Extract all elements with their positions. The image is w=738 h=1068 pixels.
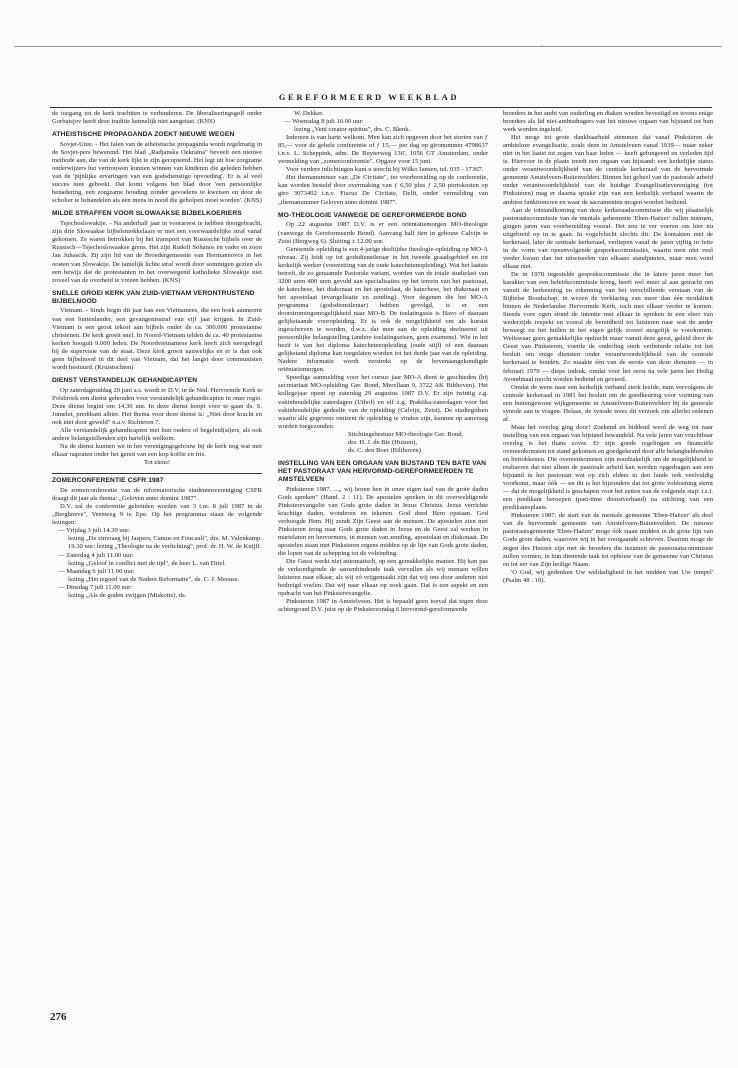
bijstand-cont-p5: Omdat de wens naar een kerkelijk verband sterk leefde, nam vervolgens de centrale kerkeraad in 1981 het besluit om de goedkeuring voor vorming van een buitengewone wijkgemeente in Amstelveen-Buitenveldert bij de generale synode aan te vragen. Helaas, de synode wees dit verzoek om allerlei redenen af. [503, 383, 713, 423]
bijstand-cont-p7: Pinksteren 1987: de start van de mentale gemeente 'Eben-Haëzer' als deel van de hervormde gemeente van Amstelveen-Buitenveldert. De nieuwe pastoraatsgemeente 'Eben-Haëzer' moge óók staan midden in de grote lijn van Gods grote daden, waarover wij in het voorgaande schreven. Daarom moge de zegen des Heeren zijn met de broeders die tezamen de pastoraatscommissie zullen vormen, in hun dienende taak tot opbouw van de gemeente van Christus en tot eer van Zijn heilige Naam. [503, 512, 713, 568]
bijstand-cont-p1: broeders in het ambt van ouderling en diaken worden bevestigd en tevens enige broeders als lid niet-ambtsdragers van het nieuwe orgaan van bijstand tot hun werk worden ingeleid. [503, 110, 713, 134]
lecture-item: — Vrijdag 3 juli 14.30 uur: [58, 527, 131, 535]
lecture-item: — Woensdag 8 juli 10.00 uur: [284, 118, 364, 126]
column-2 [278, 110, 488, 614]
lecture-item: lezing „De zinvraag bij Jaspers, Camus en Foucault", drs. M. Valenkamp. [68, 535, 262, 543]
article-bijstand-title: INSTELLING VAN EEN ORGAAN VAN BIJSTAND TEN BATE VAN HET PASTORAAT VAN HERVORMD-GEREFORMEERDEN TE AMSTELVEEN [278, 459, 487, 483]
article-gehandicapten-title: DIENST VERSTANDELIJK GEHANDICAPTEN [52, 376, 198, 384]
article-vietnam-title: SNELLE GROEI KERK VAN ZUID-VIETNAM VERONTRUSTEND BIJBELNOOD [52, 289, 255, 305]
lecture-item: — Dinsdag 7 juli 11.00 uur: [58, 583, 133, 591]
bijstand-cont-p3: Aan de totstandkoming van deze kerkeraadscommissie die wij plaatselijk pastoraatscommissie van de mentale gehemente 'Eben-Haëzer' zullen noemen, gingen jaren van voorbereiding vooraf. Het zou te ver voeren om hier nu uitgebreid op in te gaan. In vogelvlucht slechts dit: De kontakten met de kerkeraad, later de centrale kerkeraad, verliepen vanaf de jaren vijftig in feite in de vorm van opeenvolgende gesprekscommissies, waarin men niet veel verder kwam dan het uitwisselen van elkaars standpunten, maar men vond elkaar niet. [503, 206, 713, 270]
article-vietnam-body: Vietnam. - Sinds begin dit jaar kan een Vietnamees, die een boek aanneemt van een buitenlander, een gevangenisstraf van vijf jaar krijgen. In Zuid-Vietnam is een groot tekort aan bijbels onder de ca. 300.000 protestantse christenen. De kerk groeit snel. In Noord-Vietnam telden de ca. 40 protestantse kerken hooguit 9.000 leden. De Noordvietnamese kerk heeft zich neergelegd bij de supervisie van de staat. Deze kerk groeit nauwelijks en er is dan ook geen bijbelnood in dit deel van Vietnam, dat het langst door communisten wordt bestuurd. (Kruistochten) [52, 307, 262, 371]
bijstand-cont-p2: Het moge tot grote dankbaarheid stemmen dat vanaf Pinksteren de ambteloze evangelisatie, zoals deze in Amstelveen vanaf 1939— maar zeker niet in het laatst tot zegen van haar leden — heeft gefungeerd en verleden tijd is. Hiervoor in de plaats treedt een orgaan van bijstand: een kerkelijke status onder verantwoordelijkheid van de centrale kerkeraad van de hervormde gemeente Amstelveen-Buitenveldert. Binnen het geheel van de pastorale arbeid onder verantwoordelijkheid van de huidige Evangelisatievereniging (tot Pinksteren) mag er daarna sprake zijn van een kerkelijk verband waarin de ambten funktioneren en waar de sacramenten mogen worden bediend. [503, 134, 713, 206]
scan-mark: • [541, 43, 543, 48]
lecture-item: lezing „Het tegoed van de Nadere Reformatie", ds. C. J. Meeuse. [68, 575, 240, 583]
lecture-item: lezing „Geloof in conflict met de tijd", de heer L. van Driel. [68, 559, 226, 567]
page-number: 276 [50, 1011, 67, 1023]
lecture-item: 19.30 uur: lezing „Theologie na de verlichting", prof. dr. H. W. de Knijff. [68, 543, 262, 551]
article-zomerconferentie-title: ZOMERCONFERENTIE CSFR 1987 [52, 473, 262, 485]
column-3 [503, 110, 713, 585]
lecture-item: lezing „Veni creator spiritus", drs. C. Blenk. [294, 126, 411, 134]
article-gehandicapten-close: Tot ziens! [143, 459, 171, 467]
intro-text: de toegang tot de kerk trachtten te verhinderen. De liberaliseringsgolf onder Gorbatsjov heeft deze traditie kennelijk niet aangetast. (KNS) [52, 110, 262, 126]
header-rule [50, 107, 712, 108]
article-gehandicapten-p3: Na de dienst kunnen we in het verenigingsgebouw bij de kerk nog wat met elkaar napraten onder het genot van een kop koffie en fris. [52, 443, 262, 459]
article-slowaakse-title: MILDE STRAFFEN VOOR SLOWAAKSE BIJBELKOERIERS [52, 210, 242, 218]
bijstand-cont-p6: Maar het overleg ging door! Zoekend en biddend werd de weg tot naar instelling van een orgaan van bijstand bewandeld. Na vele jaren van vruchtbaar overleg is het thans zover. Er zijn goede regelingen en financiële overeenkomsten tot stand gekomen en goedgekeurd door alle belanghebbenden en betrokkenen. Die overeenkomsten zijn noodzakelijk om de mogelijkheid te realiseren dat niet alleen de pastorale arbeid kan worden opgedragen aan een bijstand in het pastoraat wat op zich elders in den lande ook veelvuldig voorkomt, maar óók — en dit is het bijzondere dat tot grote voldoening stemt — dat de mogelijkheid is geschapen voor het zetten van de volgende stap: t.z.t. een predikant beroepen (part-time dienstverband) na stichting van een predikantsplaats. [503, 423, 713, 512]
top-rule [14, 46, 722, 47]
bijstand-cont-psalm: 'O God, wij gedenken Uw weldadigheid in het midden van Uw tempel' (Psalm 48 : 10). [503, 568, 713, 584]
article-slowaakse-body: Tsjechoslowakije. - Na anderhalf jaar in voorarrest te hebben doorgebracht, zijn drie Slowaakse bijbelsmokkelaars er met een voorwaardelijke straf vanaf gekomen. Ze waren betrokken bij het transport van Russische bijbels over de Russisch—Tsjechoslowaakse grens. Het zijn Rudolf Sohanos en vader en zoon Jan Juhascik. Zij zijn lid van de Broedergemeente van Hermannovce in het oosten van Slowakije. De tamelijk lichte straf wordt door sommigen gezien als een bewijs dat de protestanten in het overwegend katholieke Slowakije niet zoveel van de overheid te vrezen hebben. (KNS) [52, 220, 262, 284]
article-bijstand-p3: Pinksteren 1987 in Amstelveen. Het is bepaald geen toeval dat tegen deze achtergrond D.V. juist op de Pinksterzondag 6 hervormd-gereformeerde [278, 598, 488, 614]
article-zomerconferentie-p1: De zomerconferentie van de reformatorische studentenvereniging CSFR draagt dit jaar als thema: „Geloven anno domini 1987". [52, 487, 262, 503]
column-1 [52, 110, 262, 600]
zomerconferentie-info: Voor verdere inlichtingen kunt u terecht bij Wilko Jansen, tel. 035 - 17367. [286, 166, 484, 174]
article-bijstand-p1: Pinksteren 1987. ...„ wij horen hen in onze eigen taal van de grote daden Gods spreken" (Hand. 2 : 11). De apostelen spreken in dit overweldigende Pinksterevangelie van Gods grote daden in Jezus Christus. Jezus verrichte krachtige daden, wonderen en tekenen. God deed Hem opstaan. God verhoogde Hem. Hij zendt Zijn Geest aan de mensen. De apostelen zien met Pinksteren terug naar Gods grote daden in Jezus en de Geest zal werken in martelaren en hervormers, in mensen van zending, apostolaat en diakonaat. De apostelen staan met Pinksteren ergens midden op de lijn van Gods grote daden, die lopen van de schepping tot de voleinding. [278, 485, 488, 557]
zomerconferentie-registration: Iedereen is van harte welkom. Men kan zich opgeven door het storten van ƒ 85,— voor de gehele conferentie of ƒ 15,— per dag op gironummer 4798637 t.n.v. L. Scheppink, adm. De Ruyterweg 136', 1056 GT Amsterdam, onder vermelding van „zomerconferentie". Opgave voor 15 juni. [278, 134, 488, 166]
lecture-item: lezing „Als de goden zwijgen (Miskotte), ds. [68, 591, 187, 599]
lecture-item: W. Dekker. [294, 110, 324, 117]
page-header: GEREFORMEERD WEEKBLAD [278, 92, 460, 102]
article-gehandicapten-p1: Op zaterdagmiddag 20 juni a.s. wordt er D.V. in de Ned. Hervormde Kerk te Polsbroek een dienst gehouden voor verstandelijk gehandicapten in onze regio. Deze dienst begint om 14.30 uur. In deze dienst hoopt voor te gaan ds. S. Jumelet, predikant alhier. Het thema voor deze dienst is: „Niet door kracht en ook niet door geweld" n.a.v. Richteren 7. [52, 386, 262, 426]
article-mo-theologie-p2: Genoemde opleiding is een 4-jarige deeltijdse theologie-opleiding op MO-A niveau. Zij leidt op tot godsdienstleraar in het tweede graadsgebied en tot kerkelijk werker (voorzetting van de oude katechetenopleiding). Wat het laatste betreft, de zo genaamde Pastorale variant, worden van de totale studielast van 3200 uren 400 uren gevuld aan specialisaties op het terrein van het pastoraat, de katechese, het diakonaat en het apostolaat, de katechese, het diakonaat en het apostolaat (evangelisatie en zending). Voor degenen die het MO-A programma (godsdienstleraar) hebben gevolgd, is er een doorstromingsmogelijkheid naar MO-B. De toelatingseis is Havo of daaraan gelijkstaande vooropleiding. Er is ook de mogelijkheid om als kursist ingeschreven te worden, d.w.z. dat men aan de opleiding deelneemt uit persoonlijke belangstelling (andere toelatingseisen, geen examens). Wie in het bezit is van het diploma katechetenopleiding (oude stijl) of een daaraan gelijkstand diploma kan toegelaten worden tot het derde jaar van de opleiding. Nadere informatie wordt verstrekt op de bovenaangekondigde oriëntatiemorgen. [278, 245, 488, 374]
article-mo-theologie-p3: Spoedige aanmelding voor het cursus jaar MO-A dient te geschieden (bij secretariaat MO-opleiding Ger. Bond, Merellaan 9, 3722 AK Bilthoven). Het kollegejaar opent op zaterdag 29 augustus 1987 D.V. Er zijn twintig z.g. vakinhoudelijke zaterdagen (Uthof) en elf z.g. Praktika-zaterdagen voor het vakinhoudelijke gedeelte van de opleiding (Calvijn, Zeist). De studiegidsen waarin alle gegevens omtrent de opleiding te vinden zijn, kunnen op aanvraag worden toegezonden. [278, 374, 488, 430]
zomerconferentie-themanummer: Het themanummer van „De Civitate", ter voorbereiding op de conferentie, kan worden besteld door overmaking van ƒ 6,50 plus ƒ 2,50 portokosten op giro 3073492 t.n.v. Fiscus De Civitate, Delft, onder vermelding van „themanummer Geloven anno domini 1987". [278, 174, 488, 206]
bijstand-cont-p4: De in 1978 ingestelde gesprekscommissie die in latere jaren meer het karakter van een beleidscommissie kreeg, heeft wel meer al aan getracht om vanuit de herkenning en erkenning van het verschillende verstaan van de Bijbelse Boodschap, in wezen de verklaring van meer dan één modaliteit binnen de Nederlandse Hervormde Kerk, toch met elkaar verder te komen. Steeds voor ogen stond de intentie met elkaar te spreken in een sfeer van wederzijds respekt en vooral de bereidheid tot luisteren naar wat de ander beweegt en het hullen in het eigen gelijk zoveel mogelijk te voorkomen. Weliswaar geen gemakkelijke opdracht maar vanuit deze geest, geleid door de Geest van Pinksteren, voerde de onderling sterk verbeterde relatie tot het besluit om enige diensten onder verantwoordelijkheid van de centrale kerkeraad te houden. Zo maakte één van de eerste van deze diensten — in februari 1979 — diepe indruk, omdat voor het eerst na vele jaren het Heilig Avondmaal mocht worden bediend en gevierd. [503, 270, 713, 383]
article-atheistische-body: Sovjet-Unie. - Het falen van de atheïstische propaganda wordt regelmatig in de Sovjet-pers bewerend. Het blad „Radjanska Oekraïna" beveelt een nieuwe methode aan, die van de kerk lijkt te zijn gecopieërd. Het legt uit hoe zorgzame onderwijzers het vertrouwen kunnen winnen van kinderen die geleden hebben van de 'pijnlijke ervaringen van een godsdienstige opvoeding'. Er is al veel succes mee geboekt. Dat komt volgens het blad door 'een persoonlijke benadering, een zorgzame houding zonder gevoelens te kwetsen en door de scholier te behandelen als een mens in nood die geholpen moet worden'. (KNS) [52, 141, 262, 205]
signature-line: ds. C. den Boer (Bilthoven) [348, 446, 421, 454]
lecture-item: — Zaterdag 4 juli 11.00 uur: [58, 551, 134, 559]
article-atheistische-title: ATHEISTISCHE PROPAGANDA ZOEKT NIEUWE WEGEN [52, 131, 235, 139]
article-mo-theologie-p1: Op 22 augustus 1987 D.V. is er een oriëntatiemorgen MO-theologie (vanwege de Gereformeerde Bond). Aanvang half tien in gebouw Calvijn te Zeist (Bergweg 6). Sluiting ± 12.00 uur. [278, 221, 488, 245]
signature-line: Stichtingsbestuur MO-theologie Ger. Bond, [348, 430, 464, 438]
lecture-item: — Maandag 6 juli 11.00 uur: [58, 567, 135, 575]
article-bijstand-p2: Die Geest werkt niet automatisch, op een gemakkelijke manier. Hij kan pas de verkondigende de samenbindende taak vervullen als wij mensen willen luisteren naar elkaar, als wij zó vrijgemaakt zijn dat wij ons door anderen niet bedreigd voelen. Dat wij naar elkaar op zoek gaan. Dat is een aspekt en een opdracht van het Pinksterevangelie. [278, 557, 488, 598]
signature-line: drs. H. J. de Bie (Huizen), [348, 438, 418, 446]
article-gehandicapten-p2: Alle verstandelijk gehandicapten met hun ouders of begeleid(st)ers, als ook andere belangstellenden zijn hartelijk welkom. [52, 426, 262, 443]
article-zomerconferentie-p2: D.V. zal de conferentie gehouden worden van 3 t.m. 8 juli 1987 in de „Berghoeve", Veenweg 9 te Epe. Op het programma staan de volgende lezingen: [52, 503, 262, 527]
article-mo-theologie-title: MO-THEOLOGIE VANWEGE DE GEREFORMEERDE BOND [278, 211, 467, 219]
